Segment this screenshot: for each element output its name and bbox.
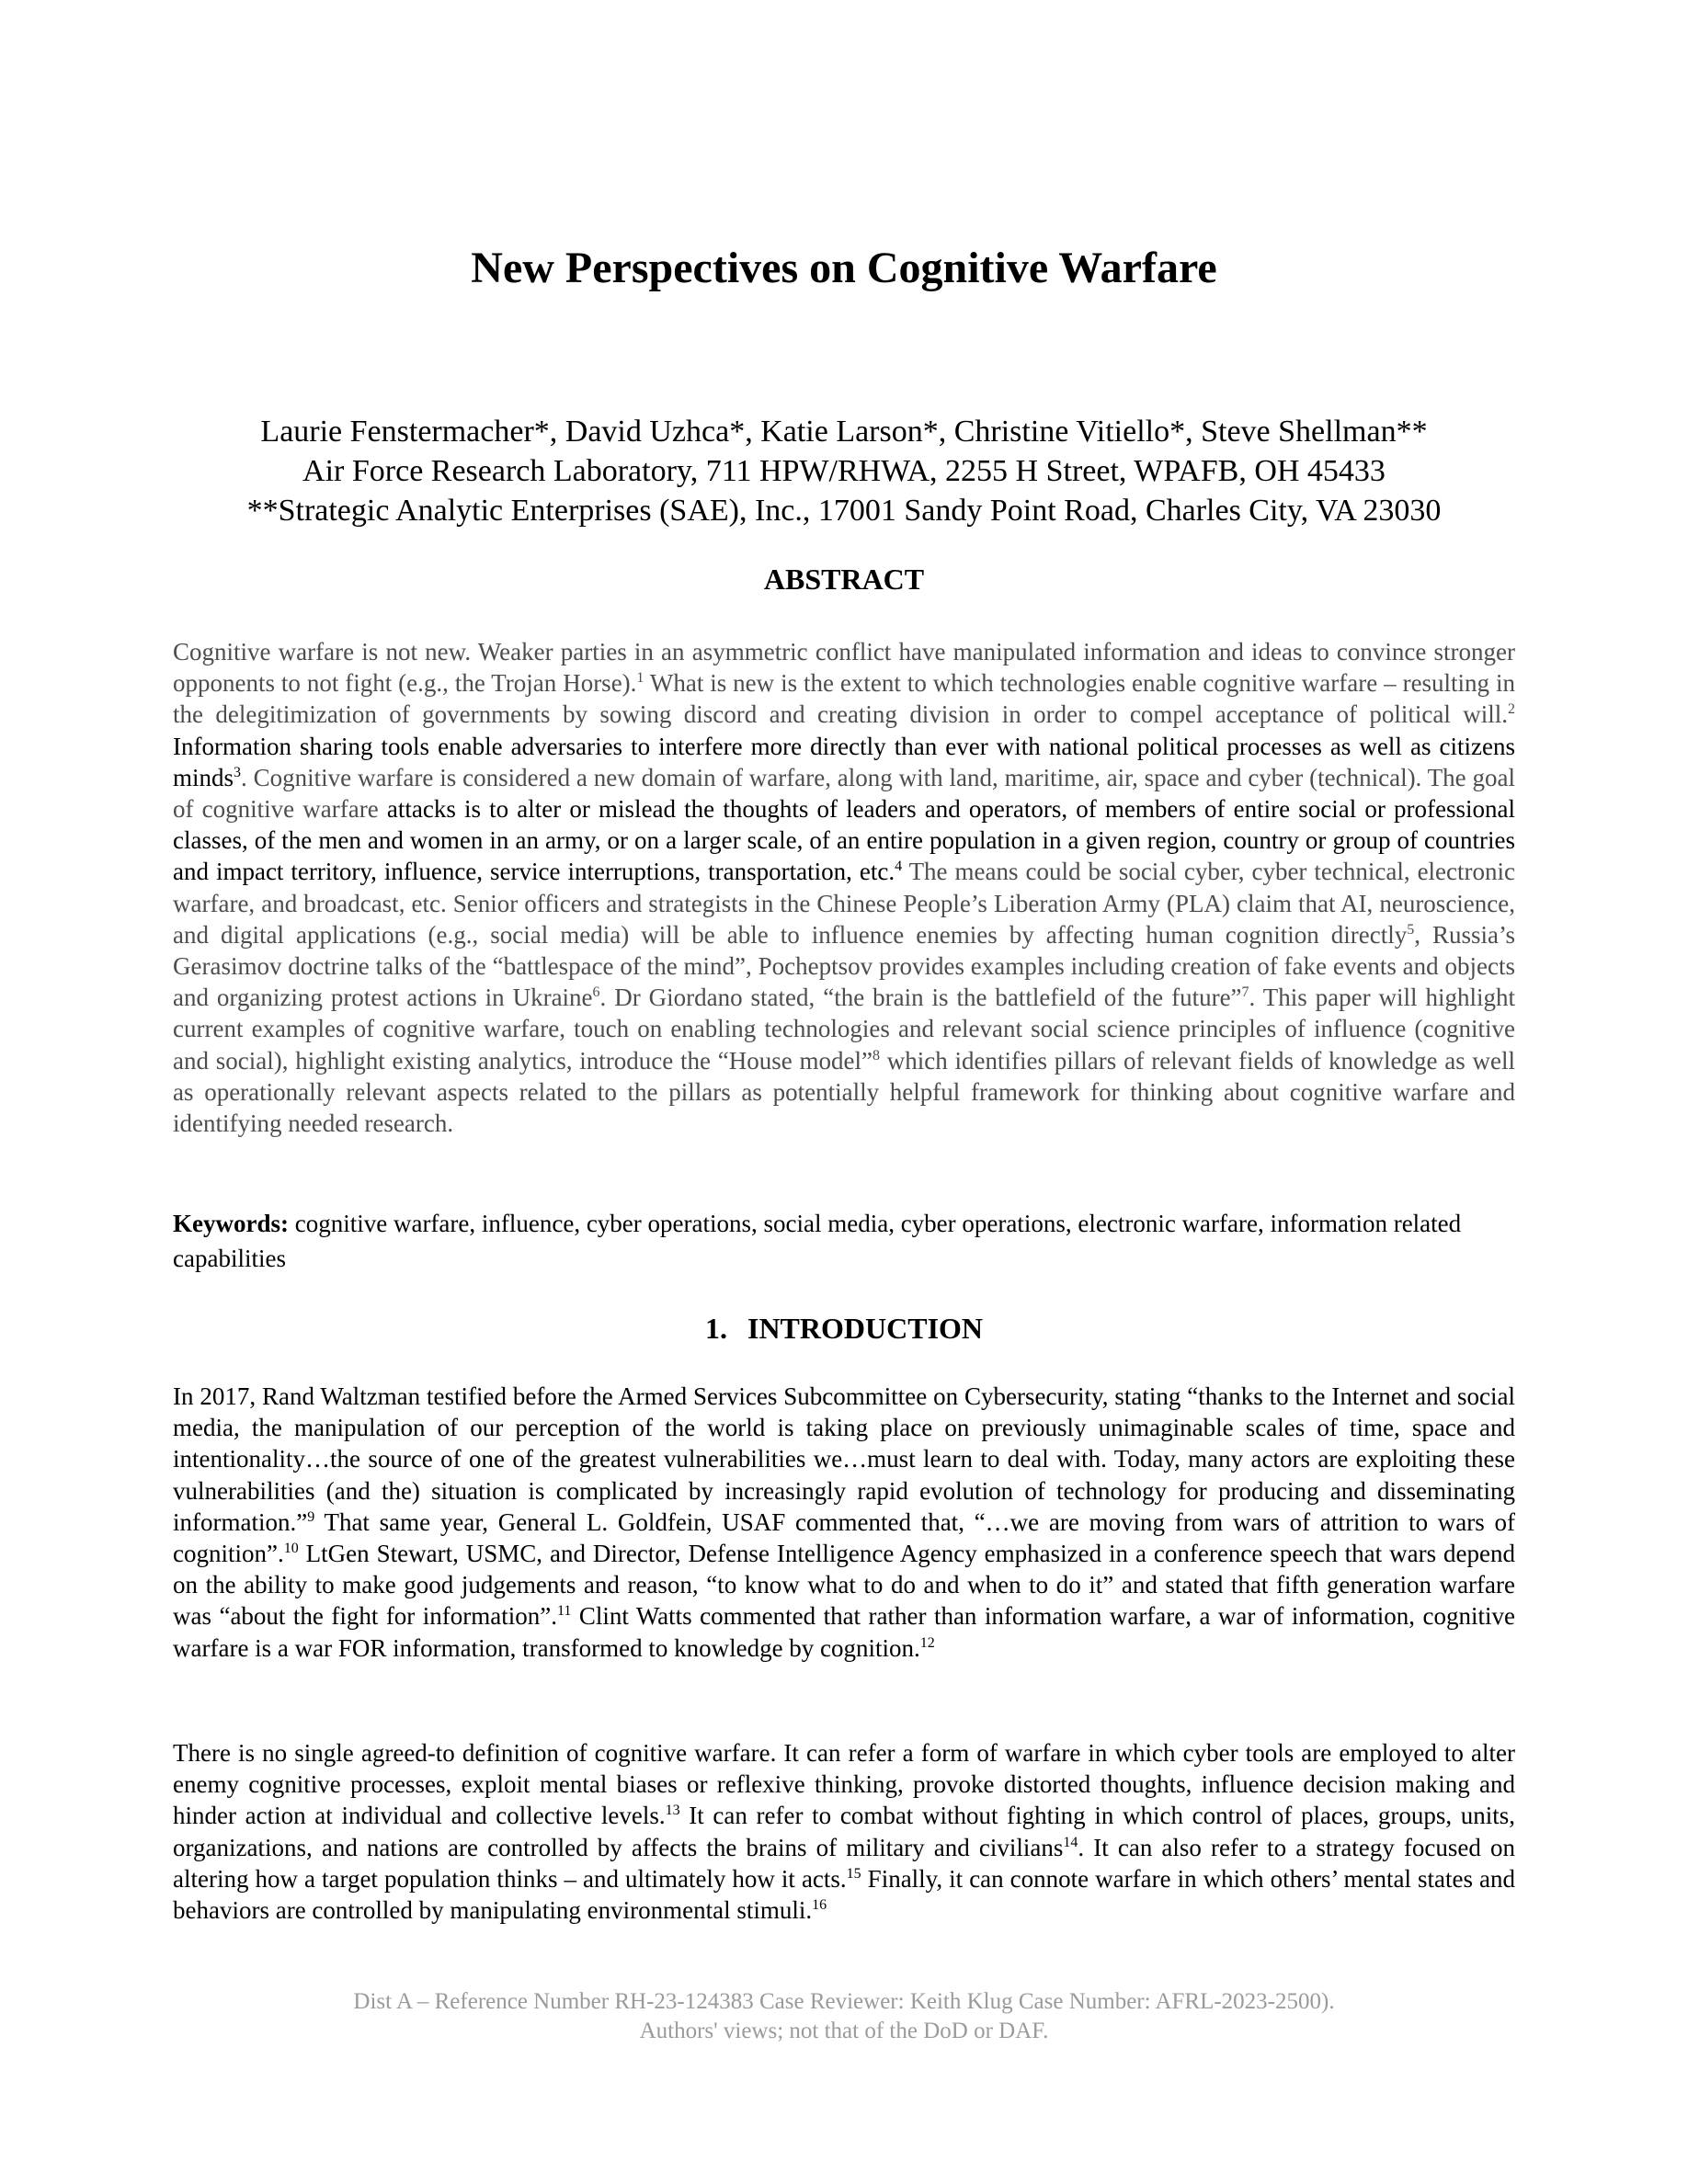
footnote-ref: 15 — [846, 1865, 861, 1882]
intro-sentence: That same year, General L. Goldfein, USAF commented that, “…we are moving from wars of attrition to wars of cognition”. — [173, 1507, 1515, 1568]
footnote-ref: 11 — [556, 1603, 572, 1620]
intro-sentence: Clint Watts commented that rather than information warfare, a war of information, cognitive warfare is a war FOR information, transformed to knowledge by cognition. — [173, 1602, 1515, 1662]
footnote-ref: 7 — [1241, 984, 1249, 1001]
abstract-sentence: . This paper will highlight current examples of cognitive warfare, touch on enabling technologies and relevant social science principles of influence (cognitive and social), highlight existing analytics, introduce the “House model” — [173, 984, 1516, 1075]
footnote-ref: 4 — [895, 859, 903, 875]
footnote-ref: 13 — [665, 1803, 680, 1819]
footnote-ref: 12 — [919, 1634, 935, 1651]
intro-sentence: There is no single agreed-to definition of cognitive warfare. It can refer a form of warfare in which cyber tools are employed to alter enemy cognitive processes, exploit mental biases or reflexive thinking, provoke distorted thoughts, influence decision making and hinder action at individual and collective levels. — [173, 1739, 1515, 1830]
affiliation-afrl: Air Force Research Laboratory, 711 HPW/RHWA, 2255 H Street, WPAFB, OH 45433 — [302, 454, 1386, 488]
intro-sentence: . It can also refer to a strategy focused on altering how a target population thinks – and ultimately how it acts. — [173, 1833, 1515, 1893]
abstract-heading: ABSTRACT — [763, 563, 925, 596]
abstract-sentence: What is new is the extent to which technologies enable cognitive warfare – resulting in the delegitimization of governments by sowing discord and creating division in order to compel acceptance of political will. — [173, 669, 1515, 729]
section-title: INTRODUCTION — [747, 1312, 984, 1345]
introduction-heading — [0, 1310, 1688, 1347]
abstract-sentence: Information sharing tools enable adversaries to interfere more directly than ever with national political processes as well as citizens minds — [173, 732, 1515, 791]
abstract-sentence: , Russia’s Gerasimov doctrine talks of the “battlespace of the mind”, Pocheptsov provides examples including creation of fake events and objects and organizing protest actions in Ukraine — [173, 920, 1515, 1012]
abstract-sentence: which identifies pillars of relevant fields of knowledge as well as operationally relevant aspects related to the pillars as potentially helpful framework for thinking about cognitive warfare and identifying needed research. — [173, 1046, 1515, 1138]
footnote-ref: 6 — [592, 984, 600, 1001]
footnote-ref: 3 — [234, 764, 242, 780]
section-number: 1. — [704, 1312, 727, 1345]
footnote-ref: 9 — [307, 1508, 315, 1525]
keywords-text: cognitive warfare, influence, cyber operations, social media, cyber operations, electronic warfare, information related capabilities — [173, 1210, 1462, 1272]
intro-sentence: It can refer to combat without fighting in which control of places, groups, units, organizations, and nations are controlled by affects the brains of military and civilians — [173, 1802, 1516, 1861]
intro-sentence: LtGen Stewart, USMC, and Director, Defense Intelligence Agency emphasized in a conference speech that wars depend on the ability to make good judgements and reason, “to know what to do and when to do it” and stated that fifth generation warfare was “about the fight for information”. — [173, 1540, 1515, 1631]
intro-sentence: In 2017, Rand Waltzman testified before the Armed Services Subcommittee on Cybersecurity, stating “thanks to the Internet and social media, the manipulation of our perception of the world is taking place on previously unimaginable scales of time, space and intentionality…the source of one of the greatest vulnerabilities we…must learn to deal with. Today, many actors are exploiting these vulnerabilities (and the) situation is complicated by increasingly rapid evolution of technology for producing and disseminating information.” — [173, 1382, 1515, 1536]
abstract-sentence: . Dr Giordano stated, “the brain is the battlefield of the future” — [599, 984, 1242, 1012]
footnote-ref: 8 — [872, 1047, 880, 1064]
footnote-ref: 2 — [1508, 701, 1515, 718]
author-names: Laurie Fenstermacher*, David Uzhca*, Katie Larson*, Christine Vitiello*, Steve Shellman** — [260, 415, 1428, 449]
footer-distribution: Dist A – Reference Number RH-23-124383 Case Reviewer: Keith Klug Case Number: AFRL-2023-2500). — [353, 1989, 1335, 2014]
footnote-ref: 16 — [812, 1897, 827, 1914]
abstract-sentence: The means could be social cyber, cyber technical, electronic warfare, and broadcast, etc. Senior officers and strategists in the Chinese People’s Liberation Army (PLA) claim that AI, neuroscience, and digital applications (e.g., social media) will be able to influence enemies by affecting human cognition directly — [173, 858, 1515, 949]
abstract-sentence: Cognitive warfare is not new. Weaker parties in an asymmetric conflict have manipulated information and ideas to convince stronger opponents to not fight (e.g., the Trojan Horse). — [173, 638, 1515, 698]
footer-disclaimer: Authors' views; not that of the DoD or DAF. — [639, 2019, 1049, 2043]
page-footer — [0, 1987, 1688, 2046]
keywords — [173, 1206, 1515, 1276]
footnote-ref: 14 — [1063, 1834, 1078, 1850]
abstract-text — [173, 636, 1515, 1139]
paper-title: New Perspectives on Cognitive Warfare — [471, 244, 1217, 292]
footnote-ref: 1 — [636, 670, 644, 687]
intro-paragraph-2 — [173, 1737, 1515, 1926]
intro-paragraph-1 — [173, 1381, 1515, 1664]
affiliation-sae: **Strategic Analytic Enterprises (SAE), Inc., 17001 Sandy Point Road, Charles City, VA 23030 — [246, 494, 1442, 528]
author-block — [0, 412, 1688, 530]
footnote-ref: 10 — [283, 1541, 299, 1557]
intro-sentence: Finally, it can connote warfare in which others’ mental states and behaviors are controlled by manipulating environmental stimuli. — [173, 1864, 1515, 1925]
abstract-sentence: . Cognitive warfare is considered a new domain of warfare, along with land, maritime, air, space and cyber (technical). The goal of cognitive warfare — [173, 763, 1515, 824]
footnote-ref: 5 — [1407, 921, 1415, 938]
abstract-sentence: attacks is to alter or mislead the thoughts of leaders and operators, of members of entire social or professional classes, of the men and women in an army, or on a larger scale, of an entire population in a given region, country or group of countries and impact territory, influence, service interruptions, transportation, etc. — [173, 795, 1516, 886]
keywords-label: Keywords: — [173, 1210, 289, 1237]
